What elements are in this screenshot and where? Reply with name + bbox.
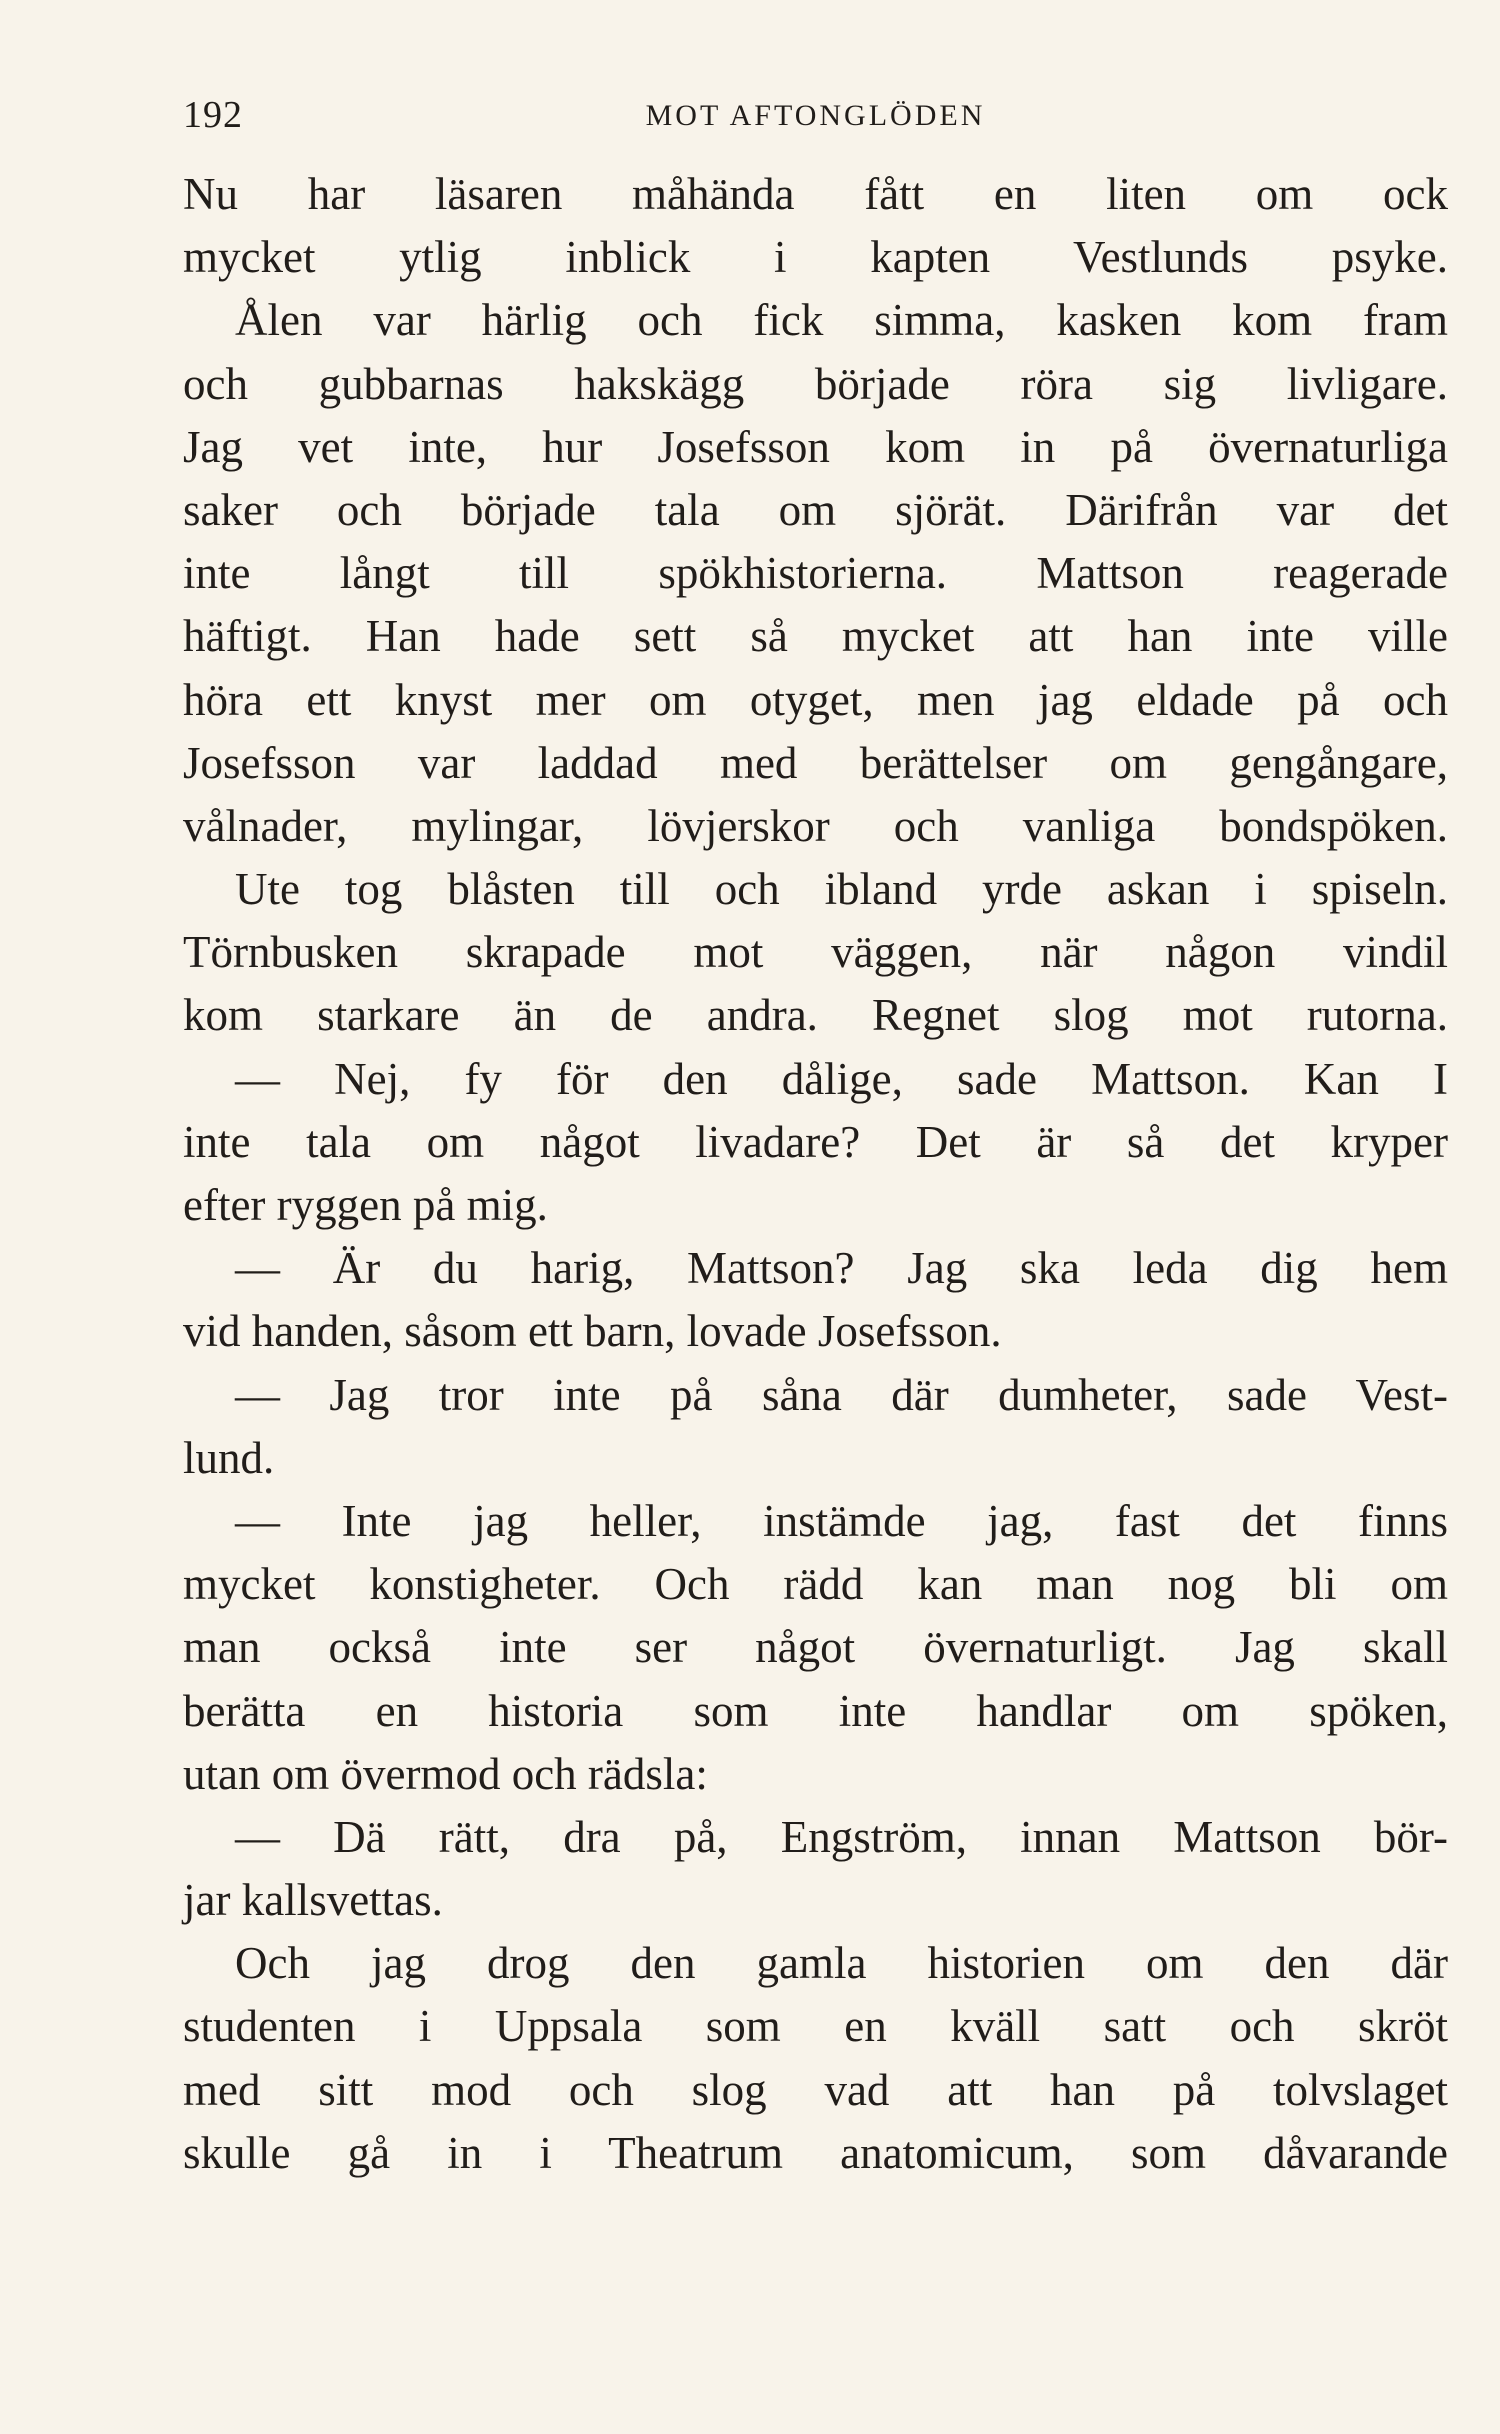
- text-line: Törnbusken skrapade mot väggen, när någon vindil: [183, 927, 1448, 978]
- text-line: kom starkare än de andra. Regnet slog mot rutorna.: [183, 990, 1448, 1041]
- text-line: Jag vet inte, hur Josefsson kom in på övernaturliga: [183, 421, 1448, 472]
- text-line: vålnader, mylingar, lövjerskor och vanliga bondspöken.: [183, 800, 1448, 851]
- text-line: inte tala om något livadare? Det är så det kryper: [183, 1116, 1448, 1167]
- text-line: man också inte ser något övernaturligt. Jag skall: [183, 1622, 1448, 1673]
- text-line: Ute tog blåsten till och ibland yrde askan i spiseln.: [235, 864, 1448, 915]
- text-line: Ålen var härlig och fick simma, kasken kom fram: [235, 295, 1448, 346]
- text-line: saker och började tala om sjörät. Därifrån var det: [183, 484, 1448, 535]
- text-line: — Är du harig, Mattson? Jag ska leda dig hem: [235, 1243, 1448, 1294]
- text-line: skulle gå in i Theatrum anatomicum, som dåvarande: [183, 2127, 1448, 2178]
- text-line: mycket konstigheter. Och rädd kan man nog bli om: [183, 1559, 1448, 1610]
- text-line: jar kallsvettas.: [183, 1875, 443, 1926]
- text-line: Josefsson var laddad med berättelser om gengångare,: [183, 737, 1448, 788]
- text-line: lund.: [183, 1432, 275, 1483]
- text-line: efter ryggen på mig.: [183, 1180, 548, 1230]
- page-number: 192: [183, 94, 243, 136]
- text-line: studenten i Uppsala som en kväll satt och skröt: [183, 2001, 1448, 2052]
- body-text: [183, 163, 1448, 2185]
- text-line: — Nej, fy för den dålige, sade Mattson. Kan I: [235, 1053, 1448, 1104]
- text-line: — Inte jag heller, instämde jag, fast det finns: [235, 1495, 1448, 1546]
- text-line: vid handen, såsom ett barn, lovade Josefsson.: [183, 1306, 1002, 1357]
- text-line: med sitt mod och slog vad att han på tolvslaget: [183, 2064, 1448, 2115]
- text-line: inte långt till spökhistorierna. Mattson reagerade: [183, 548, 1448, 599]
- text-line: mycket ytlig inblick i kapten Vestlunds psyke.: [183, 232, 1448, 283]
- text-line: utan om övermod och rädsla:: [183, 1748, 708, 1799]
- text-line: — Dä rätt, dra på, Engström, innan Mattson bör-: [235, 1811, 1448, 1862]
- text-line: Nu har läsaren måhända fått en liten om ock: [183, 169, 1448, 219]
- text-line: höra ett knyst mer om otyget, men jag eldade på och: [183, 674, 1448, 725]
- running-title: MOT AFTONGLÖDEN: [645, 99, 986, 132]
- text-line: Och jag drog den gamla historien om den där: [235, 1938, 1448, 1989]
- text-line: och gubbarnas hakskägg började röra sig livligare.: [183, 358, 1448, 409]
- text-line: häftigt. Han hade sett så mycket att han inte ville: [183, 611, 1448, 662]
- text-line: — Jag tror inte på såna där dumheter, sade Vest-: [235, 1369, 1448, 1420]
- page-header: [183, 92, 1448, 138]
- text-line: berätta en historia som inte handlar om spöken,: [183, 1685, 1448, 1736]
